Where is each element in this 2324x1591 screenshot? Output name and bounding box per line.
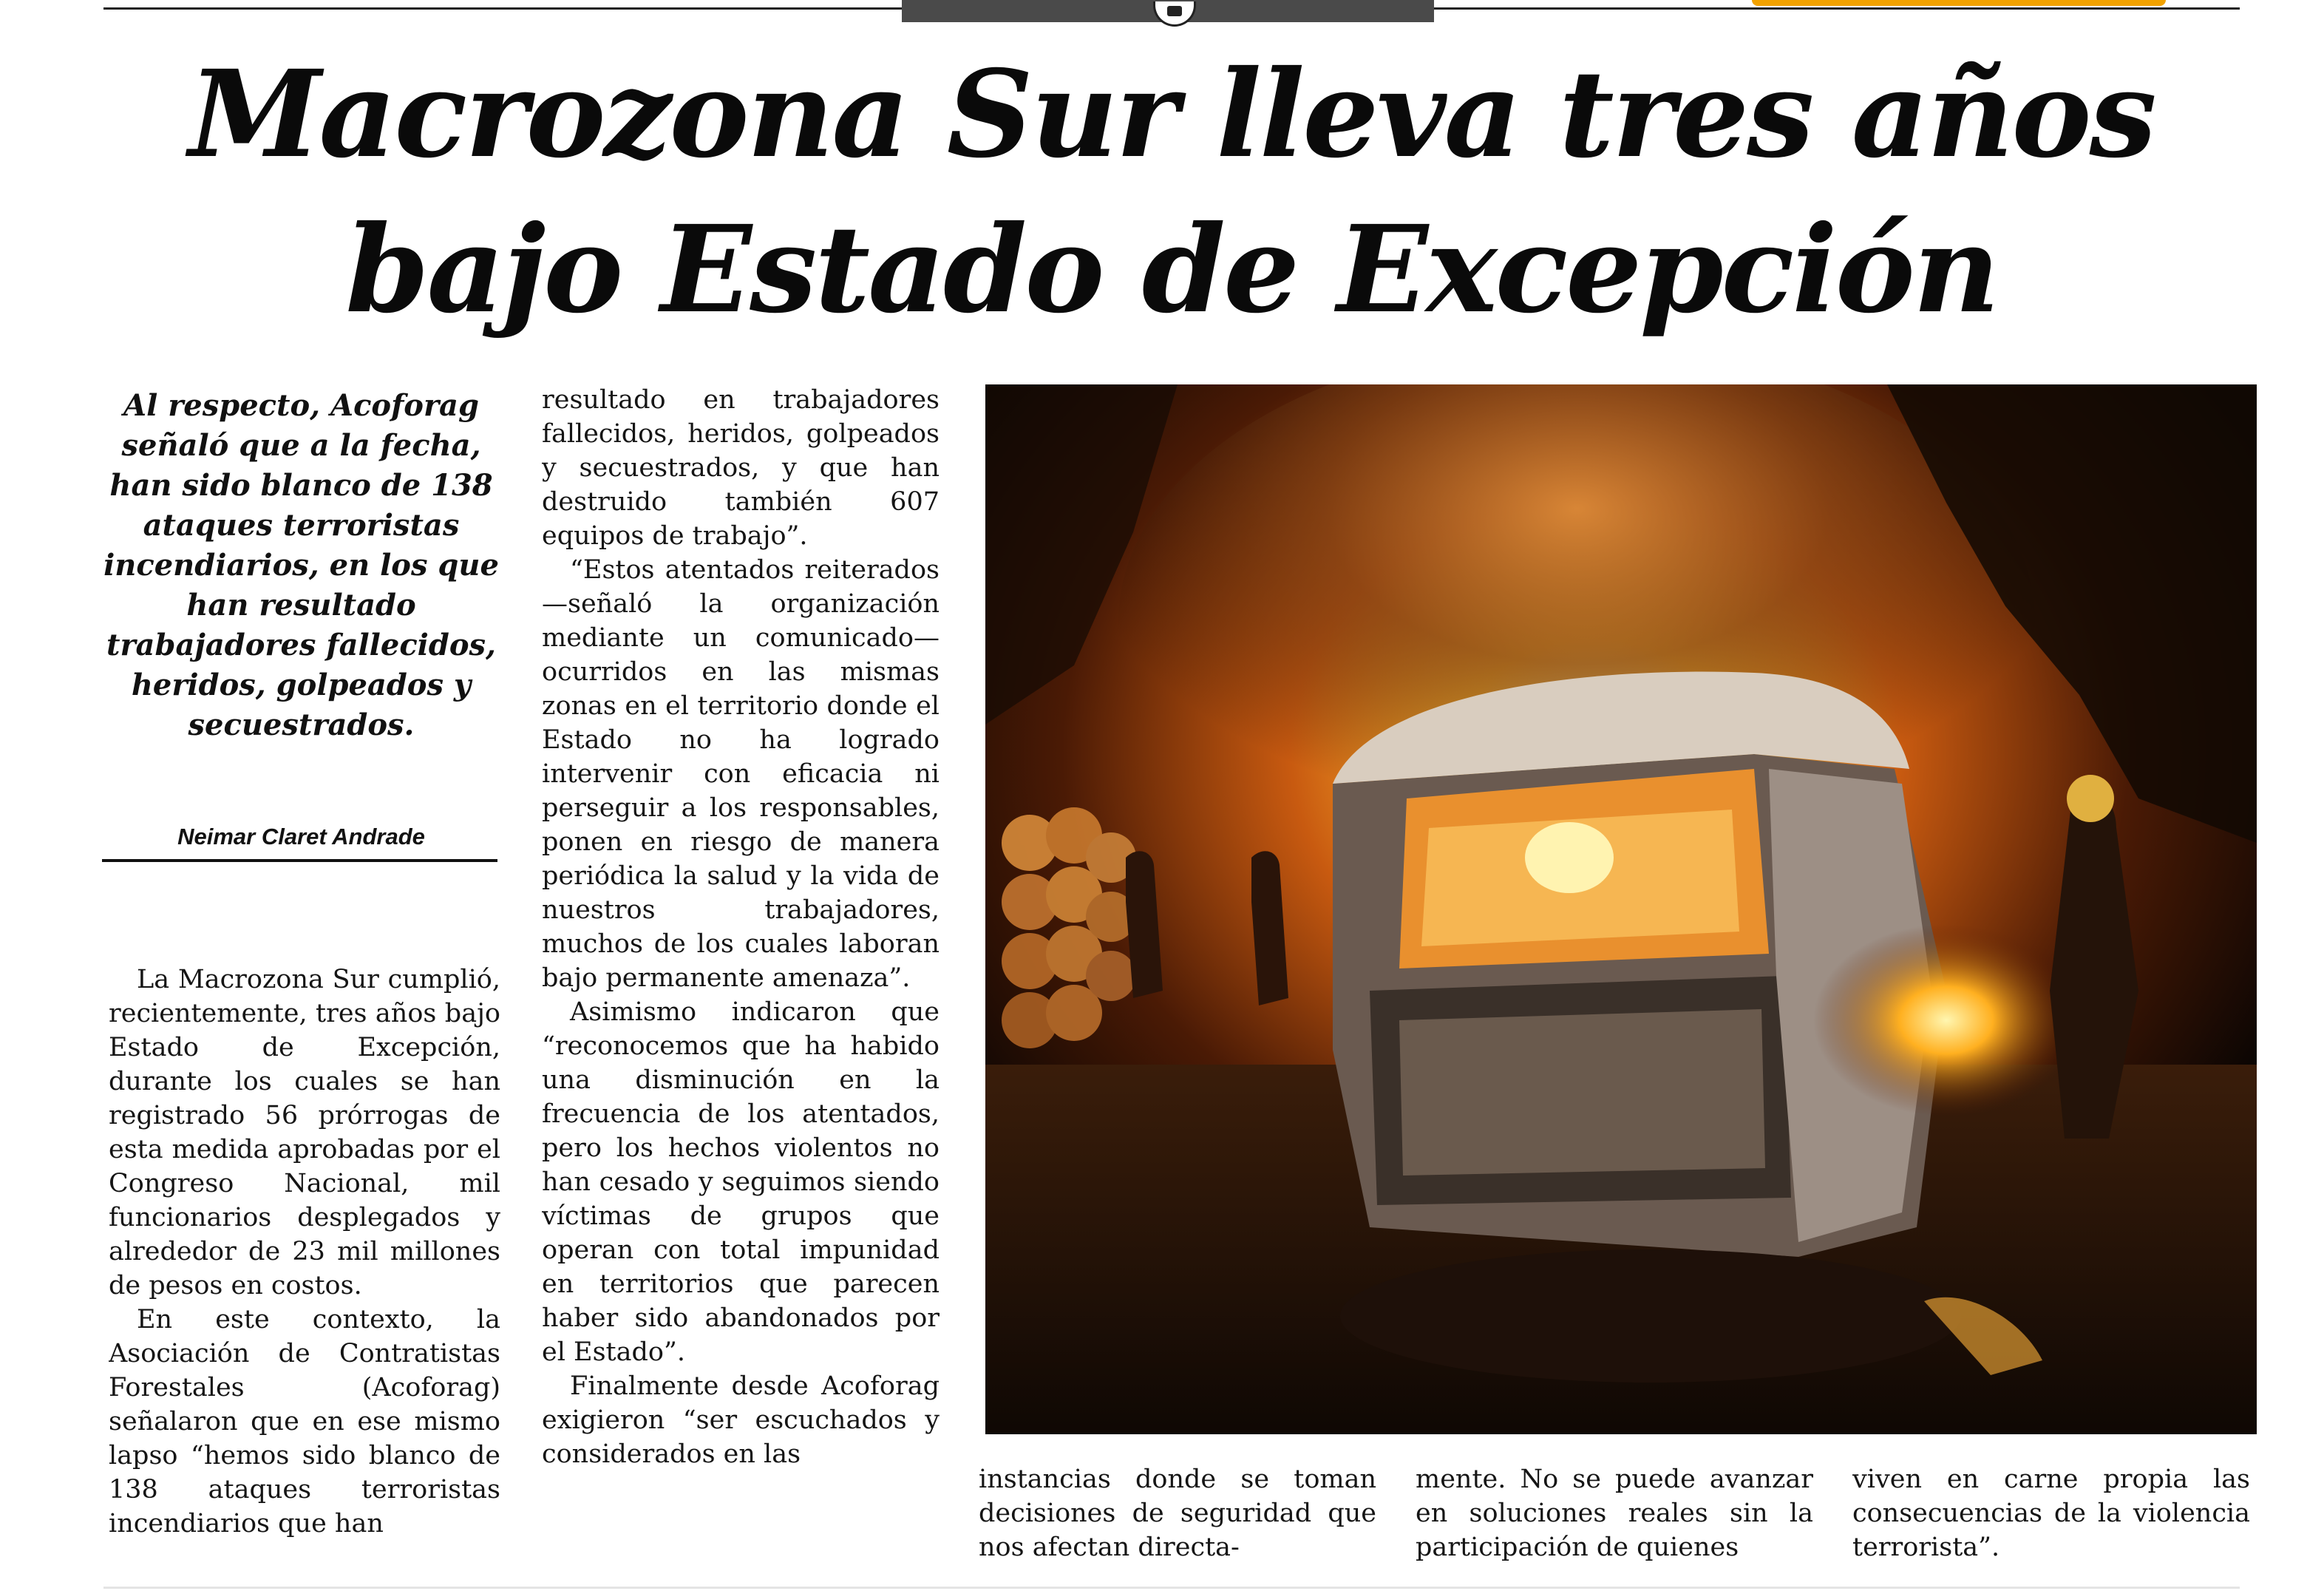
headline-line-2: bajo Estado de Excepción [345,200,1998,340]
paragraph: resultado en trabajadores fallecidos, heridos, golpeados y secuestrados, y que han destruido también 607 equipos de trabajo”. [542,385,940,551]
byline-rule [102,859,497,862]
article-column-4 [1416,1462,1813,1584]
author-byline: Neimar Claret Andrade [177,824,425,849]
paragraph: La Macrozona Sur cumplió, recientemente, tres años bajo Estado de Excepción, durante los cuales se han registrado 56 prórrogas de esta medida aprobadas por el Congreso Nacional, mil funcionarios desplegados y alrededor de 23 mil millones de pesos en costos. [109,965,500,1300]
article-column-3 [979,1462,1376,1584]
emblem-icon [1153,1,1196,27]
paragraph: instancias donde se toman decisiones de seguridad que nos afectan directa- [979,1465,1376,1562]
paragraph: viven en carne propia las consecuencias de la violencia terrorista”. [1852,1465,2250,1562]
accent-tab [1752,0,2166,6]
paragraph: Asimismo indicaron que “reconocemos que ha habido una disminución en la frecuencia de los atentados, pero los hechos violentos no han cesado y seguimos siendo víctimas de grupos que operan con total impunidad en territorios que parecen haber sido abandonados por el Estado”. [542,997,940,1367]
article-column-1 [109,963,500,1584]
headline-line-1: Macrozona Sur lleva tres años [188,44,2155,185]
pull-quote: Al respecto, Acoforag señaló que a la fecha, han sido blanco de 138 ataques terroristas incendiarios, en los que han resultado trabajadores fallecidos, heridos, golpeados y secuestrados. [103,388,499,742]
paragraph: En este contexto, la Asociación de Contratistas Forestales (Acoforag) señalaron que en ese mismo lapso “hemos sido blanco de 138 ataques terroristas incendiarios que han [109,1305,500,1539]
paragraph: Finalmente desde Acoforag exigieron “ser escuchados y considerados en las [542,1371,940,1469]
paragraph: mente. No se puede avanzar en soluciones reales sin la participación de quienes [1416,1465,1813,1562]
paragraph: “Estos atentados reiterados —señaló la organización mediante un comunicado— ocurridos en las mismas zonas en el territorio donde el Estado no ha logrado intervenir con eficacia ni perseguir a los responsables, ponen en riesgo de manera periódica la salud y la vida de nuestros trabajadores, muchos de los cuales laboran bajo permanente amenaza”. [542,555,940,993]
article-column-2 [542,383,940,1584]
article-column-5 [1852,1462,2250,1584]
burning-truck-photo [985,384,2257,1434]
bottom-rule [103,1587,2240,1589]
headline [103,37,2240,347]
